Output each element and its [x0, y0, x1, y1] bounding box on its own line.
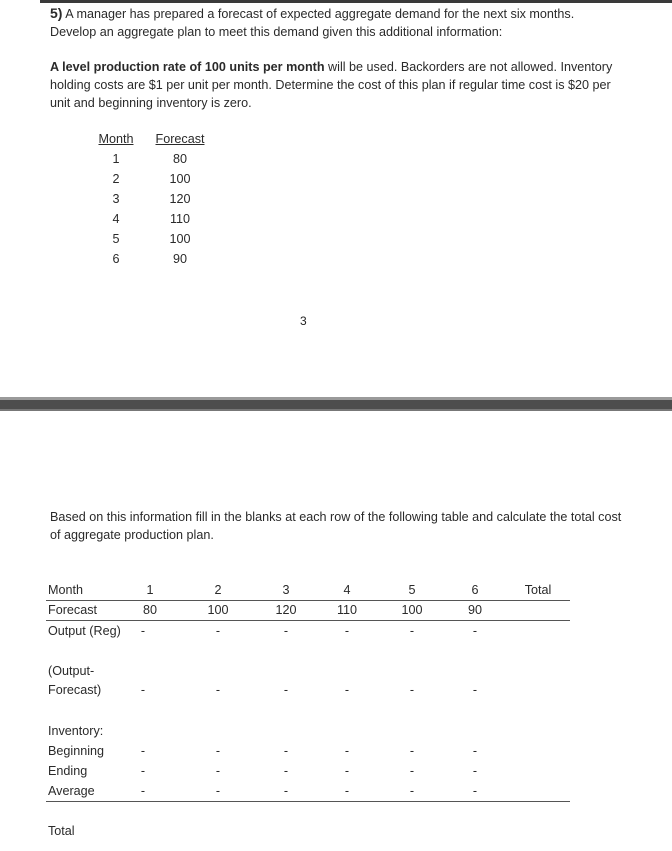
- ending-row-label: Ending: [48, 764, 88, 778]
- total-header: Total: [524, 583, 552, 597]
- month-header: 6: [471, 583, 479, 597]
- forecast-table-month: 5: [112, 232, 120, 246]
- header-rule: [46, 600, 570, 601]
- page-number: 3: [300, 314, 307, 328]
- forecast-cell: 110: [336, 603, 358, 617]
- forecast-table-value: 100: [169, 172, 191, 186]
- blank-cell[interactable]: -: [344, 764, 350, 778]
- blank-cell[interactable]: -: [140, 744, 146, 758]
- page-break-band: [0, 397, 672, 411]
- forecast-rule: [46, 620, 570, 621]
- problem-number: 5): [50, 5, 63, 21]
- blank-cell[interactable]: -: [344, 624, 350, 638]
- forecast-row-label: Forecast: [48, 603, 97, 617]
- blank-cell[interactable]: -: [409, 784, 415, 798]
- production-rate-bold: A level production rate of 100 units per month: [50, 60, 325, 74]
- month-header: 4: [343, 583, 351, 597]
- blank-cell[interactable]: -: [472, 764, 478, 778]
- blank-cell[interactable]: -: [472, 784, 478, 798]
- blank-cell[interactable]: -: [140, 784, 146, 798]
- average-row-label: Average: [48, 784, 95, 798]
- blank-cell[interactable]: -: [283, 784, 289, 798]
- forecast-table-month-header: Month: [98, 132, 134, 146]
- blank-cell[interactable]: -: [140, 683, 146, 697]
- blank-cell[interactable]: -: [283, 624, 289, 638]
- instruction-text: Based on this information fill in the blanks at each row of the following table and calculate the total cost of aggregate production plan.: [50, 510, 622, 542]
- forecast-cell: 90: [467, 603, 482, 617]
- forecast-table-value: 80: [172, 152, 187, 166]
- month-header: 5: [408, 583, 416, 597]
- forecast-table-value: 90: [172, 252, 187, 266]
- blank-cell[interactable]: -: [215, 624, 221, 638]
- beginning-row-label: Beginning: [48, 744, 105, 758]
- blank-cell[interactable]: -: [140, 624, 146, 638]
- blank-cell[interactable]: -: [409, 683, 415, 697]
- forecast-table: [0, 0, 672, 300]
- forecast-table-month: 3: [112, 192, 120, 206]
- month-row-label: Month: [48, 583, 84, 597]
- output-row-label: Output (Reg): [48, 624, 121, 638]
- output-minus-forecast-label-1: (Output-: [48, 664, 95, 678]
- output-minus-forecast-label-2: Forecast): [48, 683, 102, 697]
- forecast-table-month: 4: [112, 212, 120, 226]
- forecast-table-month: 6: [112, 252, 120, 266]
- inventory-label: Inventory:: [48, 724, 104, 738]
- forecast-table-month: 2: [112, 172, 120, 186]
- forecast-table-month: 1: [112, 152, 120, 166]
- blank-cell[interactable]: -: [409, 624, 415, 638]
- blank-cell[interactable]: -: [344, 784, 350, 798]
- average-rule: [46, 801, 570, 802]
- forecast-table-value: 120: [169, 192, 191, 206]
- blank-cell[interactable]: -: [283, 744, 289, 758]
- blank-cell[interactable]: -: [472, 624, 478, 638]
- forecast-cell: 120: [275, 603, 297, 617]
- blank-cell[interactable]: -: [409, 744, 415, 758]
- total-row-label: Total: [48, 824, 75, 838]
- blank-cell[interactable]: -: [140, 764, 146, 778]
- forecast-cell: 100: [207, 603, 229, 617]
- problem-intro-text: A manager has prepared a forecast of expected aggregate demand for the next six months. Develop an aggregate plan to meet this demand given this additional information:: [50, 7, 575, 39]
- blank-cell[interactable]: -: [283, 764, 289, 778]
- blank-cell[interactable]: -: [215, 764, 221, 778]
- blank-cell[interactable]: -: [215, 683, 221, 697]
- forecast-table-forecast-header: Forecast: [155, 132, 205, 146]
- forecast-table-value: 110: [169, 212, 191, 226]
- forecast-cell: 80: [142, 603, 157, 617]
- forecast-cell: 100: [401, 603, 423, 617]
- forecast-table-value: 100: [169, 232, 191, 246]
- blank-cell[interactable]: -: [215, 784, 221, 798]
- blank-cell[interactable]: -: [409, 764, 415, 778]
- month-header: 1: [146, 583, 154, 597]
- month-header: 2: [214, 583, 222, 597]
- blank-cell[interactable]: -: [283, 683, 289, 697]
- blank-cell[interactable]: -: [472, 683, 478, 697]
- month-header: 3: [282, 583, 290, 597]
- blank-cell[interactable]: -: [344, 744, 350, 758]
- blank-cell[interactable]: -: [215, 744, 221, 758]
- blank-cell[interactable]: -: [344, 683, 350, 697]
- problem-conditions-text: will be used. Backorders are not allowed. Inventory holding costs are $1 per unit per month. Determine the cost of this plan if regular time cost is $20 per unit and beginning inventory is zero.: [50, 60, 613, 110]
- blank-cell[interactable]: -: [472, 744, 478, 758]
